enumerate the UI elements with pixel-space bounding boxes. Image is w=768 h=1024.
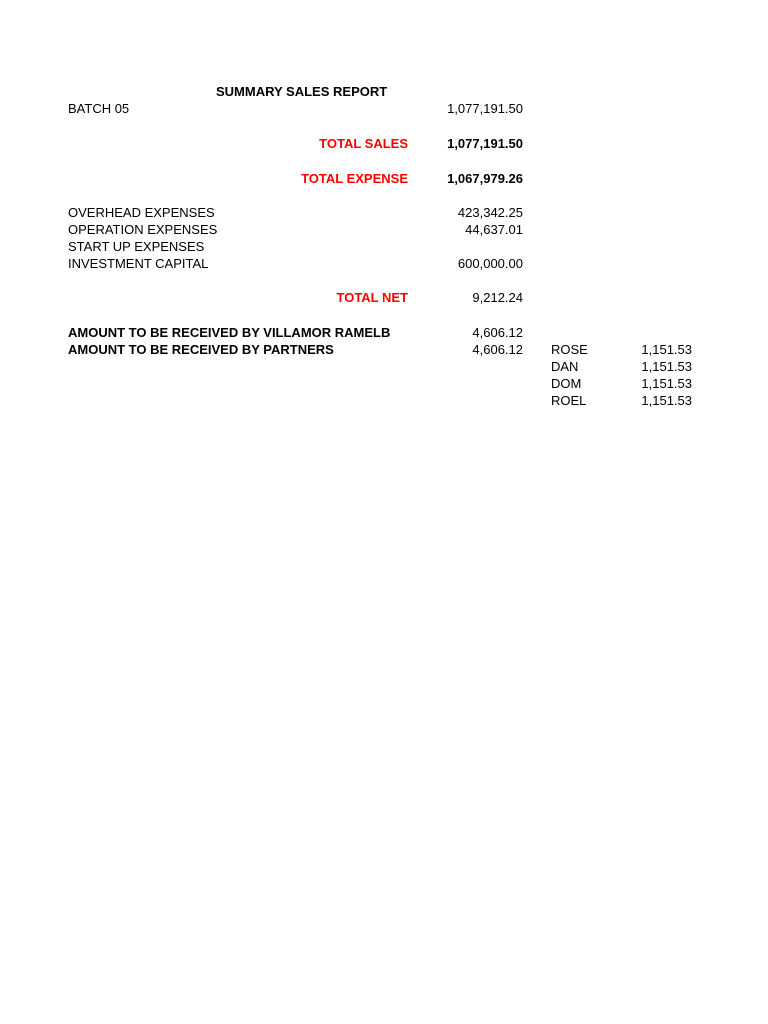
- total-net-label: TOTAL NET: [336, 290, 408, 305]
- batch-label: BATCH 05: [68, 101, 130, 116]
- partner-value-rose: 1,151.53: [641, 342, 692, 357]
- receivable-label-villamor: AMOUNT TO BE RECEIVED BY VILLAMOR RAMELB: [68, 325, 391, 340]
- total-expense-value: 1,067,979.26: [447, 171, 523, 186]
- total-net-value: 9,212.24: [472, 290, 523, 305]
- partner-name-roel: ROEL: [551, 393, 587, 408]
- partner-name-dom: DOM: [551, 376, 582, 391]
- expense-label-investment: INVESTMENT CAPITAL: [68, 256, 209, 271]
- expense-label-startup: START UP EXPENSES: [68, 239, 205, 254]
- report-title: SUMMARY SALES REPORT: [216, 84, 388, 99]
- total-sales-value: 1,077,191.50: [447, 136, 523, 151]
- receivable-label-partners: AMOUNT TO BE RECEIVED BY PARTNERS: [68, 342, 334, 357]
- partner-name-rose: ROSE: [551, 342, 588, 357]
- partner-value-dom: 1,151.53: [641, 376, 692, 391]
- partner-name-dan: DAN: [551, 359, 579, 374]
- partner-value-dan: 1,151.53: [641, 359, 692, 374]
- expense-value-operation: 44,637.01: [465, 222, 523, 237]
- receivable-value-villamor: 4,606.12: [472, 325, 523, 340]
- expense-label-operation: OPERATION EXPENSES: [68, 222, 218, 237]
- receivable-value-partners: 4,606.12: [472, 342, 523, 357]
- batch-value: 1,077,191.50: [447, 101, 523, 116]
- expense-value-overhead: 423,342.25: [457, 205, 523, 220]
- partner-value-roel: 1,151.53: [641, 393, 692, 408]
- total-expense-label: TOTAL EXPENSE: [301, 171, 408, 186]
- expense-value-investment: 600,000.00: [457, 256, 523, 271]
- expense-label-overhead: OVERHEAD EXPENSES: [68, 205, 215, 220]
- total-sales-label: TOTAL SALES: [319, 136, 408, 151]
